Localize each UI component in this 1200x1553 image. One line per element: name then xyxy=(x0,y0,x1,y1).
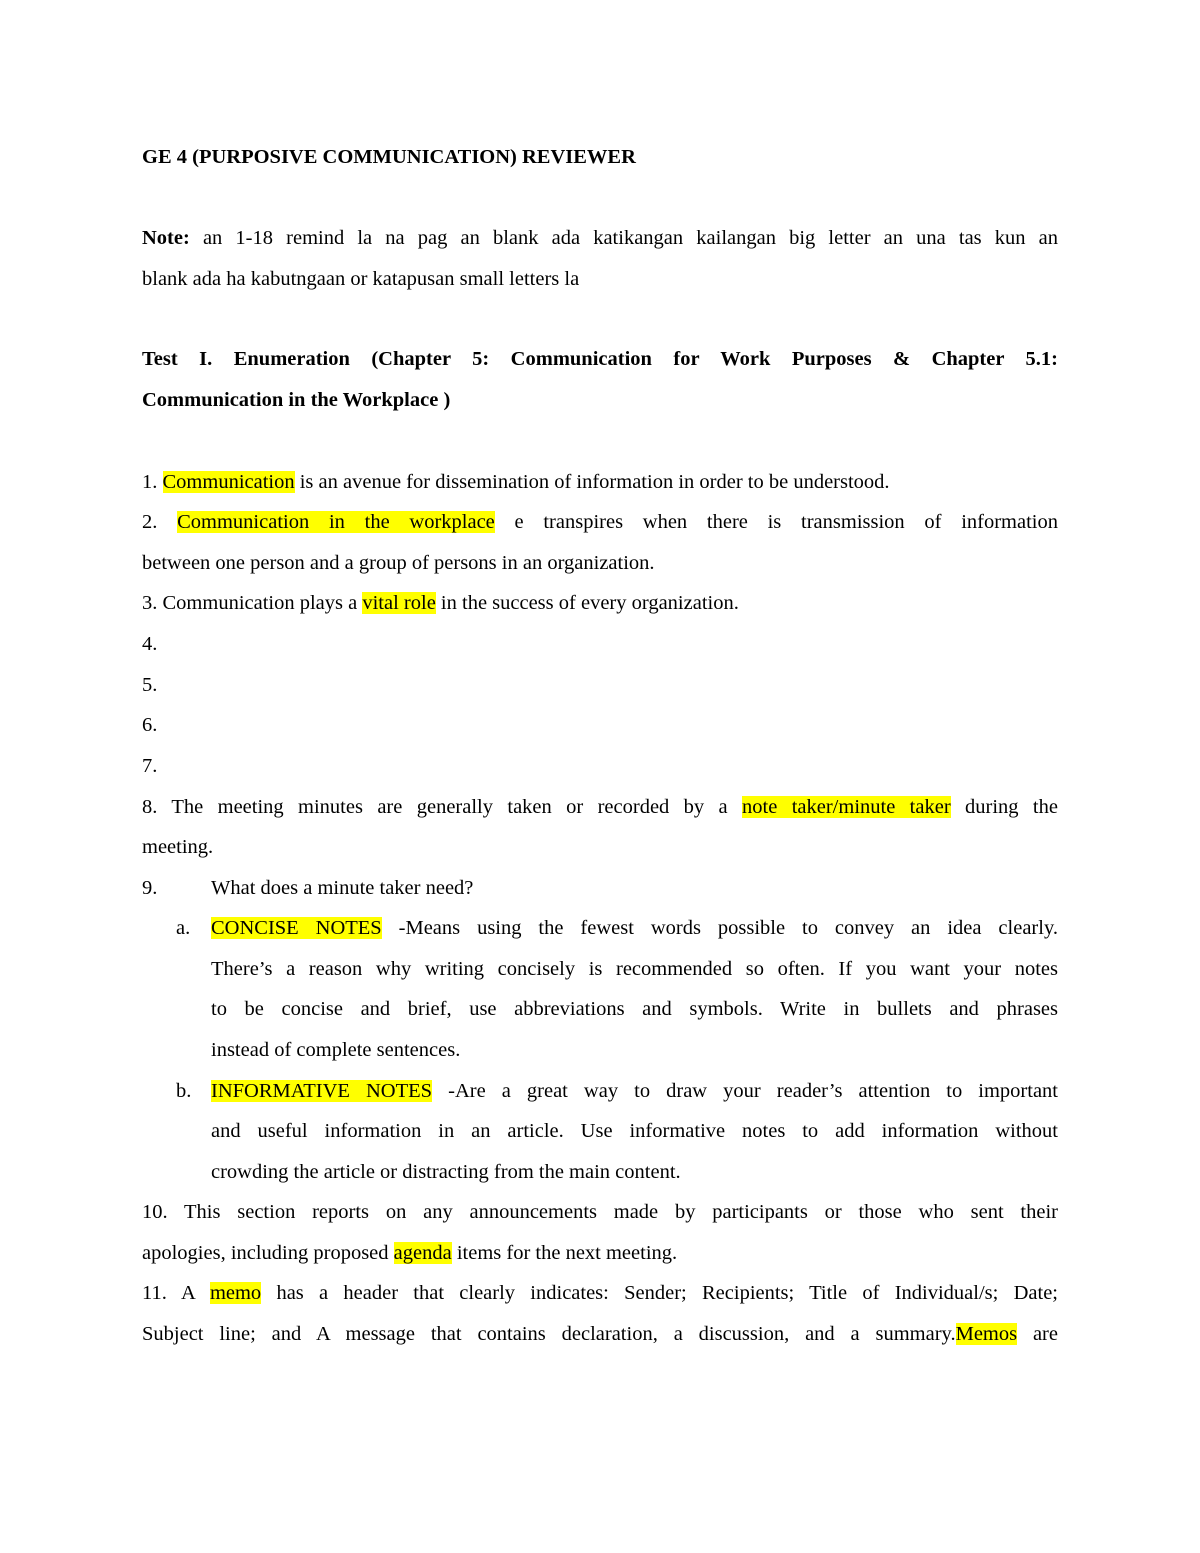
answer-highlight: agenda xyxy=(393,1242,452,1264)
answer-highlight: note taker/minute taker xyxy=(742,796,951,818)
item-11-line-2 xyxy=(142,1321,1058,1347)
note-label: Note: xyxy=(142,227,190,249)
item-9b-line-2: and useful information in an article. Use informative notes to add information without xyxy=(211,1120,1058,1142)
test-heading-line-1: Test I. Enumeration (Chapter 5: Communication for Work Purposes & Chapter 5.1: xyxy=(142,348,1058,370)
answer-highlight: Memos xyxy=(955,1323,1018,1345)
item-number: 2. xyxy=(142,511,158,533)
item-9b-line-3: crowding the article or distracting from the main content. xyxy=(211,1161,681,1183)
item-2-line-2: between one person and a group of persons in an organization. xyxy=(142,552,655,574)
item-6: 6. xyxy=(142,714,158,736)
answer-highlight: vital role xyxy=(362,592,436,614)
item-text: are xyxy=(1017,1323,1058,1345)
sub-item-marker: a. xyxy=(176,917,191,939)
answer-highlight: Communication in the workplace xyxy=(177,511,495,533)
item-8-line-1 xyxy=(142,794,1058,820)
item-text: Subject line; and A message that contains declaration, a discussion, and a summary. xyxy=(142,1323,956,1345)
test-heading-line-2: Communication in the Workplace ) xyxy=(142,389,451,411)
item-4: 4. xyxy=(142,633,158,655)
answer-highlight: memo xyxy=(209,1282,262,1304)
item-question: What does a minute taker need? xyxy=(211,877,474,899)
note-line-1 xyxy=(142,225,1058,251)
item-text: 8. The meeting minutes are generally taken or recorded by a xyxy=(142,796,743,818)
item-8-line-2: meeting. xyxy=(142,836,214,858)
item-10-line-1: 10. This section reports on any announcements made by participants or those who sent their xyxy=(142,1201,1058,1223)
item-9a-line-1 xyxy=(211,915,1058,941)
note-line-2: blank ada ha kabutngaan or katapusan small letters la xyxy=(142,268,580,290)
sub-item-marker: b. xyxy=(176,1080,192,1102)
answer-highlight: Communication xyxy=(162,471,295,493)
item-7: 7. xyxy=(142,755,158,777)
document-title: GE 4 (PURPOSIVE COMMUNICATION) REVIEWER xyxy=(142,146,636,168)
note-text-1: an 1-18 remind la na pag an blank ada katikangan kailangan big letter an una tas kun an xyxy=(202,227,1059,249)
item-text: is an avenue for dissemination of information in order to be understood. xyxy=(294,471,890,493)
item-text: items for the next meeting. xyxy=(451,1242,678,1264)
item-3 xyxy=(142,590,739,616)
item-text: apologies, including proposed xyxy=(142,1242,394,1264)
item-text: during the xyxy=(950,796,1058,818)
item-text: 11. A xyxy=(142,1282,210,1304)
item-number: 1. xyxy=(142,471,158,493)
item-text: has a header that clearly indicates: Sender; Recipients; Title of Individual/s; Date; xyxy=(261,1282,1058,1304)
item-text: -Are a great way to draw your reader’s attention to important xyxy=(432,1080,1058,1102)
item-10-line-2 xyxy=(142,1240,677,1266)
item-9a-line-4: instead of complete sentences. xyxy=(211,1039,461,1061)
answer-highlight: CONCISE NOTES xyxy=(211,917,382,939)
item-2-line-1 xyxy=(142,509,1058,535)
item-1 xyxy=(142,469,890,495)
item-number: 9. xyxy=(142,877,158,899)
item-9b-line-1 xyxy=(211,1078,1058,1104)
item-text: -Means using the fewest words possible to convey an idea clearly. xyxy=(381,917,1058,939)
item-9a-line-2: There’s a reason why writing concisely is recommended so often. If you want your notes xyxy=(211,958,1058,980)
item-text: in the success of every organization. xyxy=(435,592,739,614)
item-text: 3. Communication plays a xyxy=(142,592,363,614)
answer-highlight: INFORMATIVE NOTES xyxy=(211,1080,433,1102)
item-11-line-1 xyxy=(142,1280,1058,1306)
item-9a-line-3: to be concise and brief, use abbreviations and symbols. Write in bullets and phrases xyxy=(211,998,1058,1020)
item-5: 5. xyxy=(142,674,158,696)
item-text: e transpires when there is transmission of information xyxy=(494,511,1058,533)
